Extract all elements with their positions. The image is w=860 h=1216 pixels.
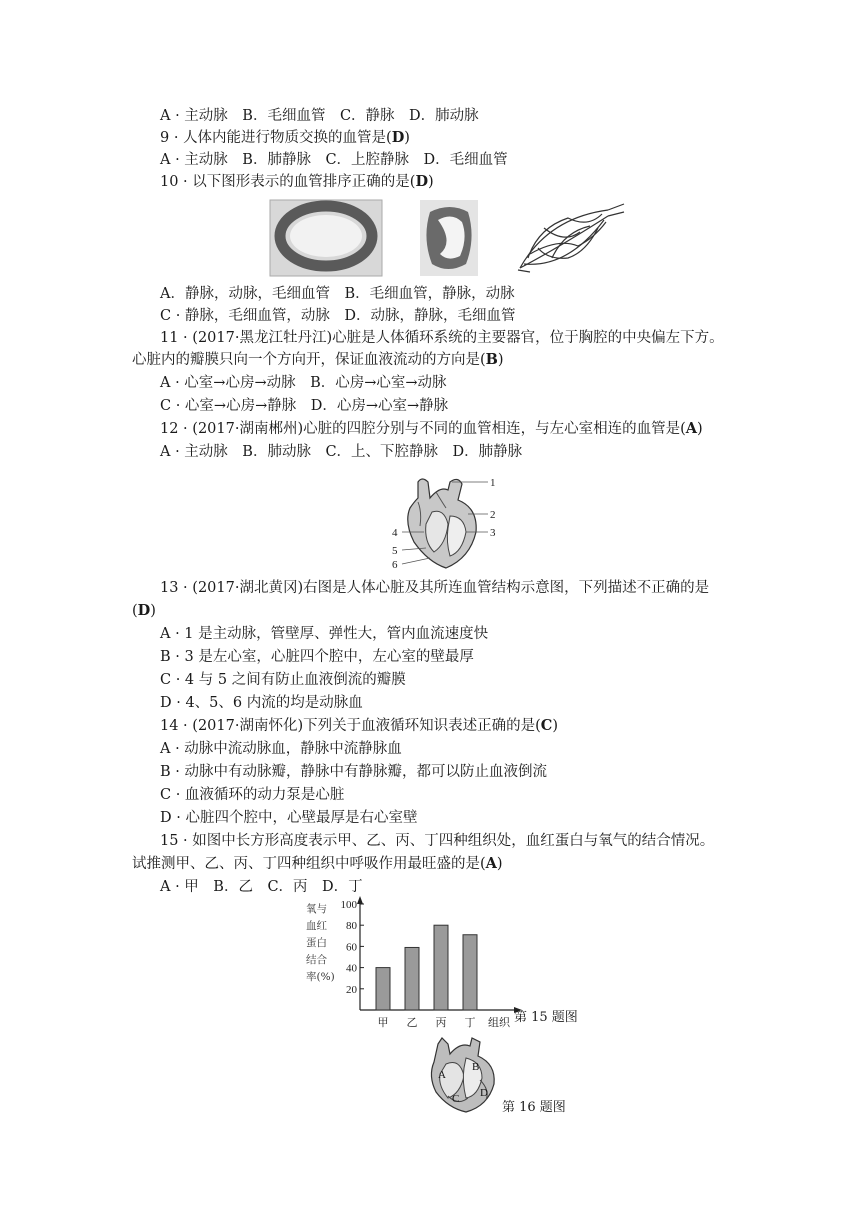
heart-shape: [408, 479, 476, 568]
q16-caption: 第 16 题图: [502, 1100, 566, 1115]
q11-text-1: (2017·黑龙江牡丹江)心脏是人体循环系统的主要器官，位于胸腔的中央偏左下方。: [192, 330, 724, 346]
q10-options-2: C · 静脉，毛细血管，动脉 D．动脉，静脉，毛细血管: [160, 308, 516, 324]
q15-options: A · 甲 B．乙 C．丙 D．丁: [160, 879, 363, 895]
q13-option-b: B · 3 是左心室，心脏四个腔中，左心室的壁最厚: [160, 649, 474, 665]
q11-stem-2: [132, 350, 504, 370]
q11-stem-1: [160, 328, 724, 348]
q14-option-a: A · 动脉中流动脉血，静脉中流静脉血: [160, 741, 402, 757]
q12-answer: A: [685, 420, 698, 437]
x-axis-label: 组织: [488, 1016, 510, 1029]
q10-text: 以下图形表示的血管排序正确的是(: [192, 174, 416, 190]
chart-ylabel: [306, 902, 335, 983]
x-tick-label: 甲: [377, 1016, 389, 1029]
q13-stem-2: [132, 601, 156, 621]
q9-number: 9 ·: [160, 130, 179, 146]
vein-image: [270, 200, 382, 276]
q11-options-1: A · 心室→心房→动脉 B．心房→心室→动脉: [160, 375, 447, 391]
heart-label-4: 4: [392, 527, 398, 539]
q9-close: ): [404, 130, 410, 146]
q15-close: ): [496, 856, 503, 872]
q12-text: (2017·湖南郴州)心脏的四腔分别与不同的血管相连，与左心室相连的血管是(: [192, 421, 686, 437]
bar-3: [434, 925, 448, 1010]
y-axis-arrow: [357, 896, 363, 904]
q15-caption: 第 15 题图: [514, 1010, 578, 1025]
q13-text-1: (2017·湖北黄冈)右图是人体心脏及其所连血管结构示意图，下列描述不正确的是: [192, 580, 710, 596]
q13-stem-1: [160, 578, 709, 598]
q11-options-2: C · 心室→心房→静脉 D．心房→心室→静脉: [160, 398, 449, 414]
bar-1: [376, 968, 390, 1010]
q12-number: 12 ·: [160, 421, 188, 437]
q13-open: (: [132, 603, 138, 619]
q10-number: 10 ·: [160, 174, 188, 190]
q11-close: ): [497, 352, 504, 368]
q15-stem-1: [160, 831, 714, 851]
q14-option-d: D · 心脏四个腔中，心壁最厚是右心室壁: [160, 810, 418, 826]
q16-label-c: C: [452, 1093, 460, 1105]
q14-answer: C: [540, 717, 553, 734]
bar-2: [405, 947, 419, 1010]
q16-label-d: D: [480, 1087, 488, 1099]
q13-option-c: C · 4 与 5 之间有防止血液倒流的瓣膜: [160, 672, 406, 688]
q15-bar-chart: [304, 896, 534, 1030]
heart-label-6: 6: [392, 559, 398, 571]
q10-stem: [160, 172, 434, 192]
q15-text-2: 试推测甲、乙、丙、丁四种组织中呼吸作用最旺盛的是(: [132, 856, 486, 872]
chart-bars: [376, 925, 477, 1010]
q10-close: ): [428, 174, 434, 190]
x-tick-label: 丙: [435, 1016, 447, 1029]
q14-option-b: B · 动脉中有动脉瓣，静脉中有静脉瓣，都可以防止血液倒流: [160, 764, 547, 780]
q16-heart-figure: [420, 1036, 504, 1114]
q15-text-1: 如图中长方形高度表示甲、乙、丙、丁四种组织处，血红蛋白与氧气的结合情况。: [192, 833, 715, 849]
q10-answer: D: [415, 173, 429, 190]
q13-close: ): [150, 603, 156, 619]
q9-text: 人体内能进行物质交换的血管是(: [183, 130, 392, 146]
q13-answer: D: [137, 602, 151, 619]
q13-option-d: D · 4、5、6 内流的均是动脉血: [160, 695, 363, 711]
q13-option-a: A · 1 是主动脉，管壁厚、弹性大，管内血流速度快: [160, 626, 489, 642]
y-axis-label-line: 率(%): [306, 971, 335, 983]
bar-4: [463, 935, 477, 1010]
q9-stem: [160, 128, 410, 148]
capillary-image: [518, 204, 624, 272]
q14-stem: [160, 716, 558, 736]
q14-number: 14 ·: [160, 718, 188, 734]
q11-answer: B: [485, 351, 498, 368]
heart-label-3: 3: [490, 527, 496, 539]
q10-options-1: A．静脉，动脉，毛细血管 B．毛细血管，静脉，动脉: [160, 286, 515, 302]
q8-options: A · 主动脉 B．毛细血管 C．静脉 D．肺动脉: [160, 108, 479, 124]
y-tick-label: 20: [346, 983, 357, 996]
chart-xticks: [378, 1016, 511, 1029]
q11-text-2: 心脏内的瓣膜只向一个方向开，保证血液流动的方向是(: [132, 352, 486, 368]
q15-answer: A: [485, 855, 497, 872]
q15-stem-2: [132, 854, 503, 874]
y-axis-label-line: 氧与: [306, 903, 327, 915]
heart-label-5: 5: [392, 545, 398, 557]
heart-label-1: 1: [490, 477, 496, 489]
q11-number: 11 ·: [160, 330, 188, 346]
y-tick-label: 80: [346, 920, 357, 933]
artery-image: [420, 200, 478, 276]
q12-stem: [160, 419, 703, 439]
q15-number: 15 ·: [160, 833, 188, 849]
q14-option-c: C · 血液循环的动力泵是心脏: [160, 787, 345, 803]
q12-options: A · 主动脉 B．肺动脉 C．上、下腔静脉 D．肺静脉: [160, 444, 523, 460]
y-axis-label-line: 结合: [306, 954, 327, 966]
y-axis-label-line: 蛋白: [306, 937, 327, 949]
heart-label-2: 2: [490, 509, 496, 521]
q14-close: ): [552, 718, 558, 734]
y-tick-label: 60: [346, 941, 357, 954]
q9-options: A · 主动脉 B．肺静脉 C．上腔静脉 D．毛细血管: [160, 152, 508, 168]
y-tick-label: 100: [340, 899, 357, 911]
q14-text: (2017·湖南怀化)下列关于血液循环知识表述正确的是(: [192, 718, 541, 734]
y-axis-label-line: 血红: [306, 920, 327, 932]
vessel-images: [268, 198, 628, 278]
x-tick-label: 乙: [406, 1016, 418, 1029]
q13-number: 13 ·: [160, 580, 188, 596]
q16-label-a: A: [438, 1069, 446, 1081]
q16-label-b: B: [472, 1061, 480, 1073]
heart-diagram: [388, 472, 508, 572]
x-tick-label: 丁: [464, 1016, 476, 1029]
q9-answer: D: [391, 129, 405, 146]
y-tick-label: 40: [346, 962, 357, 975]
q12-close: ): [697, 421, 703, 437]
